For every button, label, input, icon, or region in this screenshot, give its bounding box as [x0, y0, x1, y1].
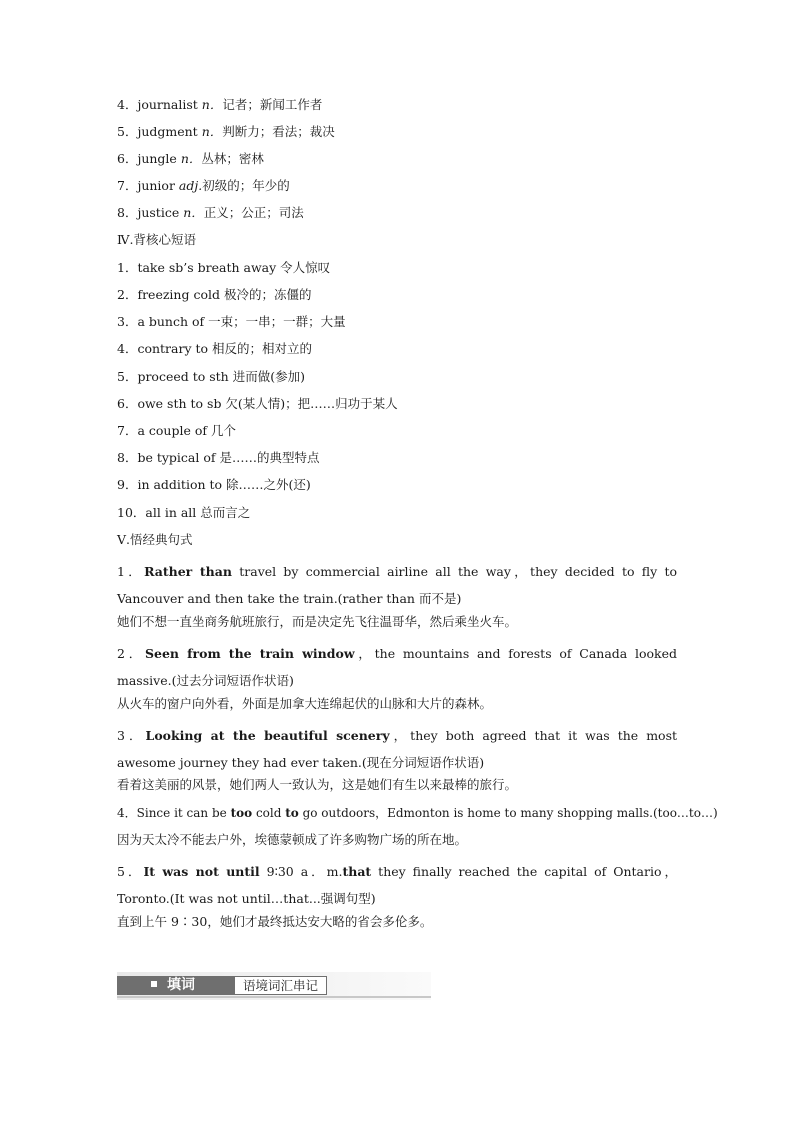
vocab-item: 7．junior adj.初级的；年少的	[117, 178, 290, 193]
sentence-english: 2．Seen from the train window，the mountains and forests of Canada looked massive.(过去分词短语作状语)	[117, 646, 677, 688]
sentence-english: 4．Since it can be too cold to go outdoors，Edmonton is home to many shopping malls.(too…to…)	[117, 806, 718, 820]
phrase-item: 9．in addition to 除……之外(还)	[117, 477, 311, 492]
sentence-english: 3．Looking at the beautiful scenery，they both agreed that it was the most awesome journey they had ever taken.(现在分词短语作状语)	[117, 728, 678, 770]
section-banner	[117, 972, 431, 1000]
banner-divider	[117, 996, 431, 998]
banner-title: 填词	[117, 976, 234, 995]
phrase-item: 3．a bunch of 一束；一串；一群；大量	[117, 314, 346, 329]
sentence-english: 1．Rather than travel by commercial airline all the way，they decided to fly to Vancouver and then take the train.(rather than 而不是)	[117, 564, 678, 606]
square-bullet-icon	[151, 981, 157, 987]
phrase-item: 2．freezing cold 极冷的；冻僵的	[117, 287, 312, 302]
phrase-item: 6．owe sth to sb 欠(某人情)；把……归功于某人	[117, 396, 398, 411]
phrase-item: 7．a couple of 几个	[117, 423, 236, 438]
phrase-item: 4．contrary to 相反的；相对立的	[117, 341, 313, 356]
vocab-item: 5．judgment n．判断力；看法；裁决	[117, 124, 335, 139]
banner-subtitle: 语境词汇串记	[234, 976, 327, 995]
phrase-item: 5．proceed to sth 进而做(参加)	[117, 369, 305, 384]
vocab-item: 6．jungle n．丛林；密林	[117, 151, 264, 166]
vocab-item: 8．justice n．正义；公正；司法	[117, 205, 304, 220]
vocab-item: 4．journalist n．记者；新闻工作者	[117, 97, 323, 112]
section-heading-sentences: Ⅴ.悟经典句式	[117, 532, 193, 547]
section-heading-phrases: Ⅳ.背核心短语	[117, 232, 196, 247]
sentence-translation: 她们不想一直坐商务航班旅行，而是决定先飞往温哥华，然后乘坐火车。	[117, 614, 518, 629]
sentence-translation: 因为天太冷不能去户外，埃德蒙顿成了许多购物广场的所在地。	[117, 832, 468, 847]
phrase-item: 1．take sb’s breath away 令人惊叹	[117, 260, 331, 275]
sentence-translation: 从火车的窗户向外看，外面是加拿大连绵起伏的山脉和大片的森林。	[117, 696, 493, 711]
sentence-translation: 直到上午 9∶30，她们才最终抵达安大略的省会多伦多。	[117, 914, 433, 929]
sentence-english: 5．It was not until 9∶30 a．m.that they finally reached the capital of Ontario，Toronto.(It was not until…that...强调句型)	[117, 864, 678, 906]
phrase-item: 8．be typical of 是……的典型特点	[117, 450, 320, 465]
sentence-translation: 看着这美丽的风景，她们两人一致认为，这是她们有生以来最棒的旅行。	[117, 777, 518, 792]
phrase-item: 10．all in all 总而言之	[117, 505, 251, 520]
